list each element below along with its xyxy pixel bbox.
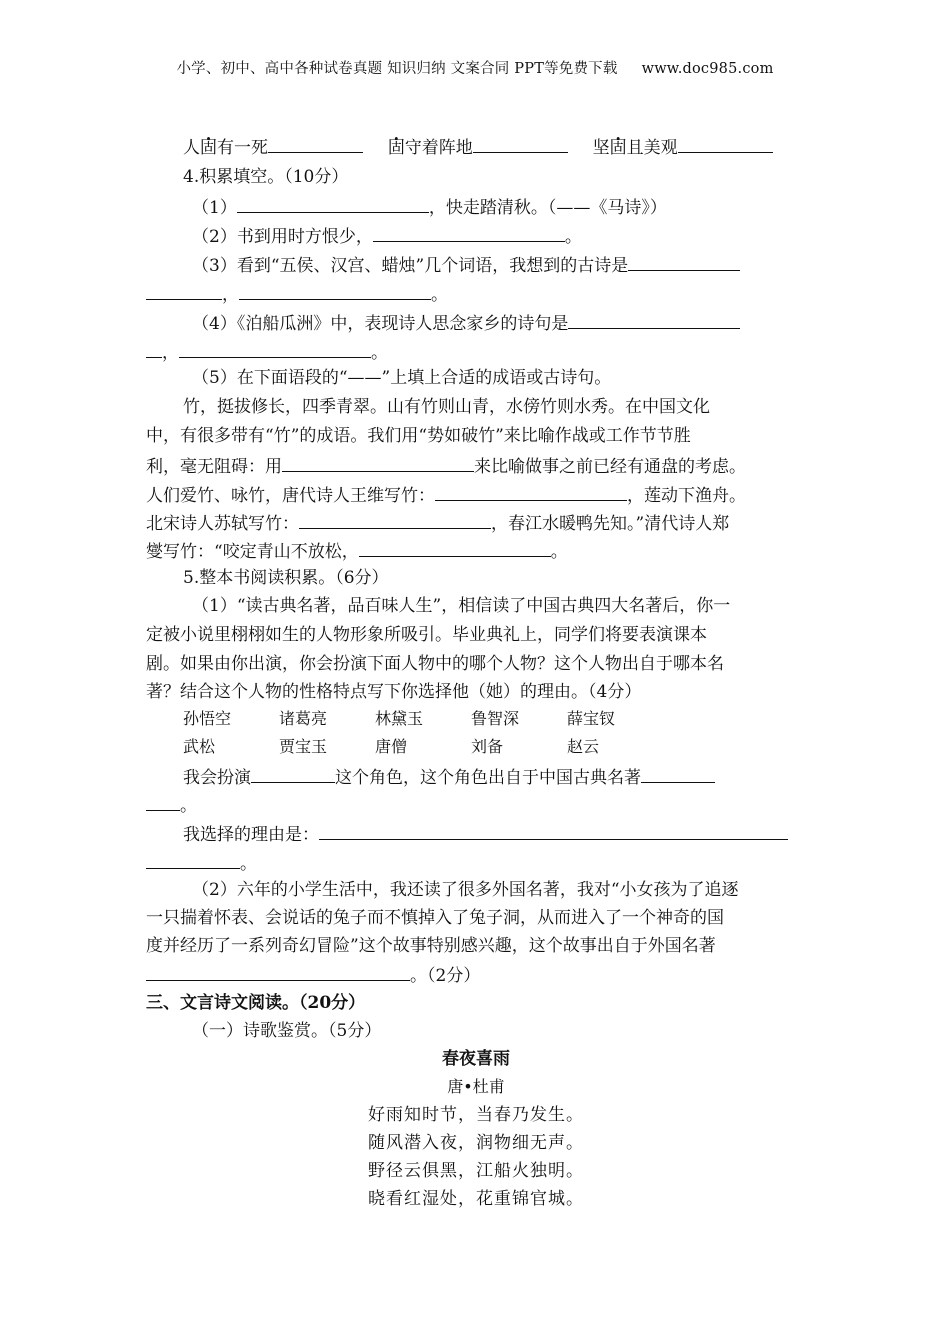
q4-para-line-4 <box>146 482 746 508</box>
q3-blank-3[interactable] <box>678 134 773 153</box>
q4-title: 4.积累填空。（10分） <box>183 167 349 187</box>
q3-item1-dot: 固 <box>200 138 217 158</box>
q4-p3 <box>192 252 740 278</box>
q3-item3-pre: 坚 <box>592 138 610 158</box>
name-sun-wukong: 孙悟空 <box>183 709 232 728</box>
q4-p2-blank[interactable] <box>373 223 565 242</box>
name-zhuge-liang: 诸葛亮 <box>279 709 328 728</box>
q5-p2-blank[interactable] <box>146 962 410 981</box>
q4-para-l5-pre: 北宋诗人苏轼写竹： <box>146 514 299 534</box>
q3-blank-2[interactable] <box>473 134 568 153</box>
q3-row <box>183 134 773 160</box>
name-lin-daiyu: 林黛玉 <box>375 709 424 728</box>
q4-p3-cont <box>146 281 448 307</box>
q4-para-l4-post: ，莲动下渔舟。 <box>627 486 746 506</box>
q4-p4-comma: ， <box>162 343 179 363</box>
q5-p2-line-1: （2）六年的小学生活中，我还读了很多外国名著，我对“小女孩为了追逐 <box>192 880 739 900</box>
q5-p2-end: 。（2分） <box>410 966 481 986</box>
section3-title: 三、文言诗文阅读。（20分） <box>146 993 366 1013</box>
q5-p2-line-2: 一只揣着怀表、会说话的兔子而不慎掉入了兔子洞，从而进入了一个神奇的国 <box>146 908 724 928</box>
q5-title: 5.整本书阅读积累。（6分） <box>183 568 389 588</box>
q4-p2-pre: （2）书到用时方恨少， <box>192 227 373 247</box>
name-liu-bei: 刘备 <box>471 737 504 756</box>
page-header <box>0 57 950 78</box>
q4-p3-comma: ， <box>222 285 239 305</box>
q4-p5: （5）在下面语段的“——”上填上合适的成语或古诗句。 <box>192 368 612 388</box>
names-row-2 <box>183 735 663 759</box>
q4-p4-end: 。 <box>371 343 388 363</box>
q4-p3-end: 。 <box>431 285 448 305</box>
q4-para-line-3 <box>146 453 746 479</box>
q5-role-end: 。 <box>180 796 197 816</box>
q5-role-cont <box>146 792 197 818</box>
q5-p2-line-3: 度并经历了一系列奇幻冒险”这个故事特别感兴趣，这个故事出自于外国名著 <box>146 936 716 956</box>
q4-p4 <box>192 310 740 336</box>
names-row-1 <box>183 707 663 731</box>
q5-reason-blank-a[interactable] <box>319 821 788 840</box>
q3-item2-dot: 固 <box>387 138 405 158</box>
q4-para-blank-3[interactable] <box>299 510 491 529</box>
name-wu-song: 武松 <box>183 737 216 756</box>
poem-line-4: 晓看红湿处，花重锦官城。 <box>368 1189 584 1209</box>
section3-sub1: （一）诗歌鉴赏。（5分） <box>192 1021 382 1041</box>
q4-p2 <box>192 223 582 249</box>
q4-p1-blank[interactable] <box>237 194 429 213</box>
q4-para-line-5 <box>146 510 729 536</box>
q5-reason-end: 。 <box>240 854 257 874</box>
q4-para-blank-1[interactable] <box>282 453 474 472</box>
name-lu-zhishen: 鲁智深 <box>471 709 520 728</box>
q4-para-l5-post: ，春江水暖鸭先知。”清代诗人郑 <box>491 514 730 534</box>
q4-p3-blank-a[interactable] <box>628 252 740 271</box>
q4-p1-num: （1） <box>192 198 237 218</box>
q3-item3-post: 且美观 <box>626 138 678 158</box>
q3-item1-post: 有一死 <box>217 138 268 158</box>
q5-book-blank-a[interactable] <box>641 764 715 783</box>
q3-item2-post: 守着阵地 <box>404 138 473 158</box>
q5-p1-line-4: 著？结合这个人物的性格特点写下你选择他（她）的理由。（4分） <box>146 682 642 702</box>
header-text: 小学、初中、高中各种试卷真题 知识归纳 文案合同 PPT等免费下载 <box>176 61 618 77</box>
name-zhao-yun: 赵云 <box>567 737 600 756</box>
q4-para-blank-4[interactable] <box>359 538 551 557</box>
q5-reason-cont <box>146 850 257 876</box>
name-tang-seng: 唐僧 <box>375 737 408 756</box>
q4-para-line-1: 竹，挺拔修长，四季青翠。山有竹则山青，水傍竹则水秀。在中国文化 <box>183 397 710 417</box>
q4-para-line-6 <box>146 538 568 564</box>
poem-line-2: 随风潜入夜，润物细无声。 <box>368 1133 584 1153</box>
poem-author: 唐•杜甫 <box>447 1077 505 1096</box>
q4-para-line-2: 中，有很多带有“竹”的成语。我们用“势如破竹”来比喻作战或工作节节胜 <box>146 426 691 446</box>
q5-p1-line-2: 定被小说里栩栩如生的人物形象所吸引。毕业典礼上，同学们将要表演课本 <box>146 625 707 645</box>
q5-role-line <box>183 764 715 790</box>
q4-para-l4-pre: 人们爱竹、咏竹，唐代诗人王维写竹： <box>146 486 435 506</box>
q4-p4-cont <box>146 339 388 365</box>
q4-p3-blank-c[interactable] <box>239 281 431 300</box>
q5-p1-line-1: （1）“读古典名著，品百味人生”，相信读了中国古典四大名著后，你一 <box>192 596 731 616</box>
q5-role-pre: 我会扮演 <box>183 768 251 788</box>
q4-p4-blank-c[interactable] <box>179 339 371 358</box>
q5-reason-line <box>183 821 788 847</box>
q5-reason-blank-b[interactable] <box>146 850 240 869</box>
q5-role-mid: 这个角色，这个角色出自于中国古典名著 <box>335 768 641 788</box>
q5-p1-line-3: 剧。如果由你出演，你会扮演下面人物中的哪个人物？这个人物出自于哪本名 <box>146 654 724 674</box>
poem-line-1: 好雨知时节，当春乃发生。 <box>368 1105 584 1125</box>
q5-reason-pre: 我选择的理由是： <box>183 825 319 845</box>
q4-para-blank-2[interactable] <box>435 482 627 501</box>
q4-p3-blank-b[interactable] <box>146 281 222 300</box>
q4-p2-post: 。 <box>564 227 582 247</box>
q5-book-blank-b[interactable] <box>146 792 180 811</box>
q3-blank-1[interactable] <box>268 134 363 153</box>
q4-p1 <box>192 194 667 220</box>
q4-p4-pre: （4）《泊船瓜洲》中，表现诗人思念家乡的诗句是 <box>192 314 569 334</box>
q4-para-l3-post: 来比喻做事之前已经有通盘的考虑。 <box>474 457 746 477</box>
q4-p1-post: ，快走踏清秋。（——《马诗》） <box>428 198 667 218</box>
header-site: www.doc985.com <box>641 61 774 77</box>
q4-p4-blank-a[interactable] <box>568 310 740 329</box>
q5-role-blank[interactable] <box>251 764 335 783</box>
q4-p3-pre: （3）看到“五侯、汉宫、蜡烛”几个词语，我想到的古诗是 <box>192 256 629 276</box>
q4-para-l3-pre: 利，毫无阻碍：用 <box>146 457 282 477</box>
q4-para-l6-post: 。 <box>550 542 568 562</box>
q3-item1-pre: 人 <box>183 138 200 158</box>
q4-p4-blank-b[interactable] <box>146 339 162 358</box>
poem-title: 春夜喜雨 <box>442 1049 510 1069</box>
name-jia-baoyu: 贾宝玉 <box>279 737 328 756</box>
q3-item3-dot: 固 <box>609 138 627 158</box>
poem-line-3: 野径云俱黑，江船火独明。 <box>368 1161 584 1181</box>
q4-para-l6-pre: 燮写竹：“咬定青山不放松， <box>146 542 359 562</box>
q5-p2-line-4 <box>146 962 480 988</box>
name-xue-baochai: 薛宝钗 <box>567 709 616 728</box>
